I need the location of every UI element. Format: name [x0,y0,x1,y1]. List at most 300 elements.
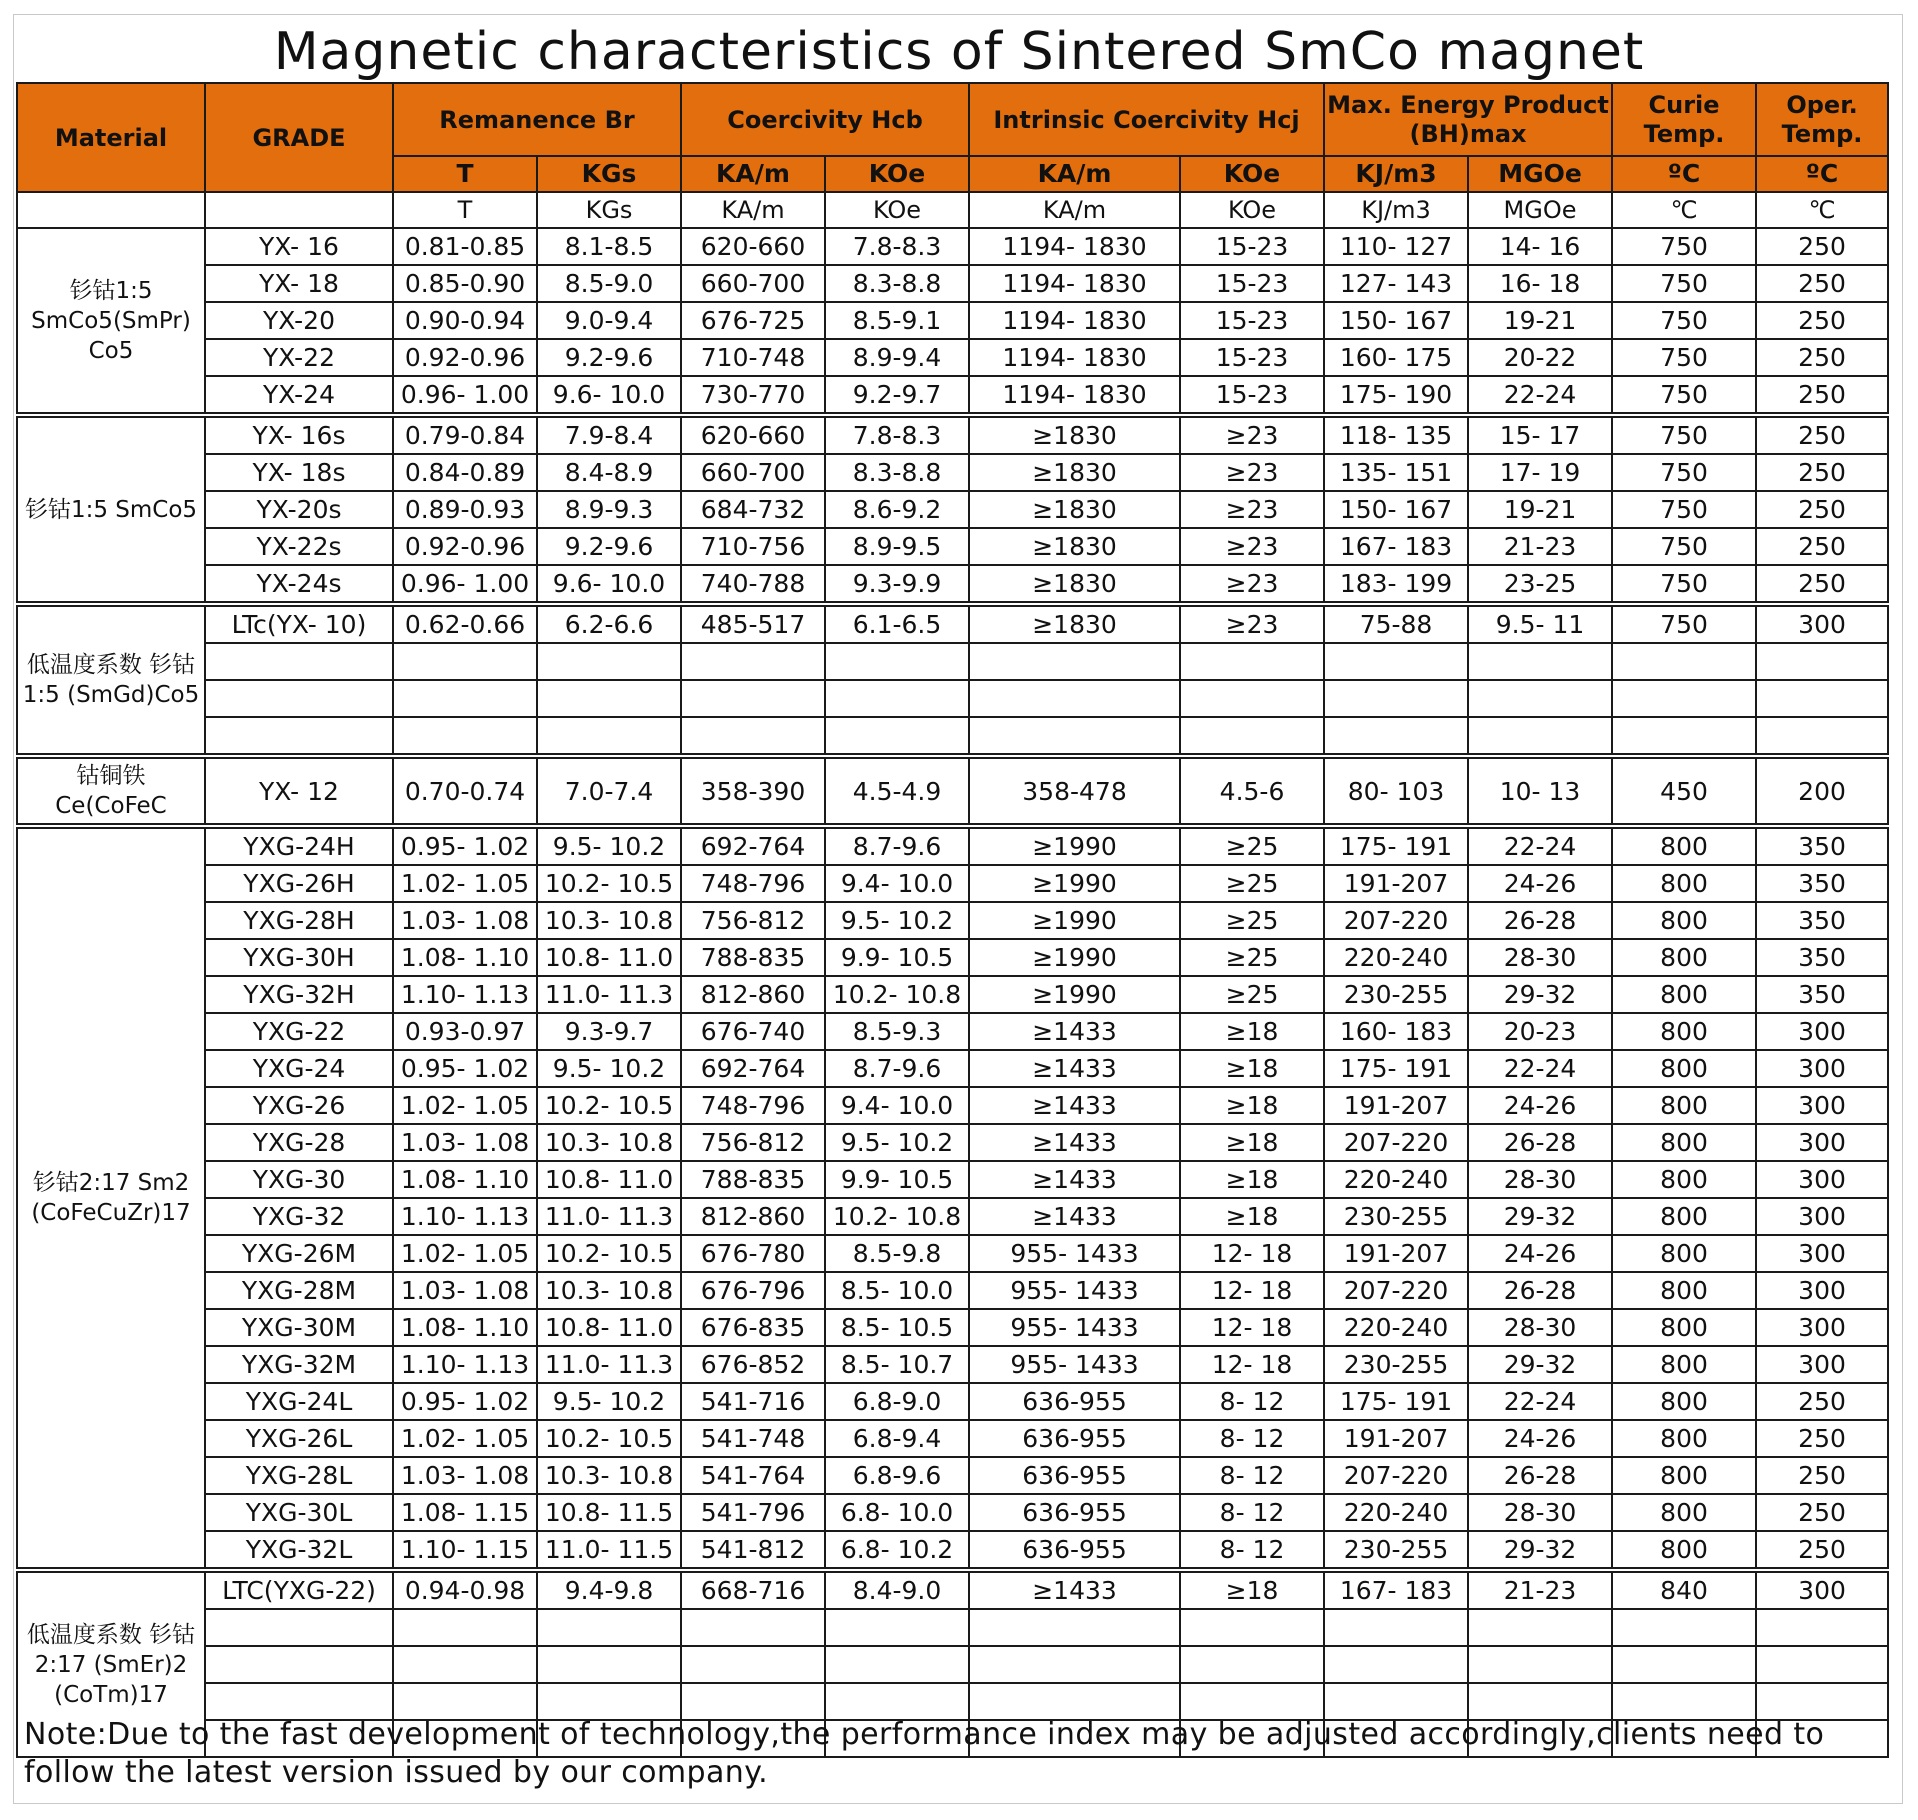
value-cell: 1.08- 1.10 [393,1309,537,1346]
table-row [17,680,1888,717]
value-cell [1756,643,1888,680]
material-cell: 钴铜铁 Ce(CoFeC [17,756,205,826]
value-cell: 8- 12 [1180,1494,1324,1531]
value-cell: 800 [1612,1124,1756,1161]
value-cell: 220-240 [1324,1309,1468,1346]
value-cell [681,680,825,717]
value-cell: 0.92-0.96 [393,528,537,565]
table-row [17,376,1888,415]
table-row [17,528,1888,565]
grade-cell: YXG-28M [205,1272,393,1309]
value-cell: 8- 12 [1180,1457,1324,1494]
grade-cell: YXG-24 [205,1050,393,1087]
value-cell: 1.10- 1.13 [393,976,537,1013]
value-cell: 6.1-6.5 [825,604,969,643]
header-unit: KGs [537,156,681,192]
value-cell: 7.9-8.4 [537,415,681,454]
value-cell: 10.2- 10.5 [537,865,681,902]
value-cell: 300 [1756,1087,1888,1124]
unit-cell: KA/m [969,192,1180,228]
value-cell: 250 [1756,1420,1888,1457]
value-cell: 1.08- 1.10 [393,1161,537,1198]
table-row [17,454,1888,491]
value-cell: 24-26 [1468,1087,1612,1124]
value-cell [969,1646,1180,1683]
grade-cell: LTC(YXG-22) [205,1570,393,1609]
value-cell [681,1609,825,1646]
value-cell: 1194- 1830 [969,376,1180,415]
grade-cell: YXG-26M [205,1235,393,1272]
value-cell [1324,1609,1468,1646]
value-cell: 12- 18 [1180,1309,1324,1346]
value-cell: 10.2- 10.5 [537,1420,681,1457]
value-cell: 750 [1612,302,1756,339]
value-cell: 750 [1612,491,1756,528]
value-cell: 300 [1756,1570,1888,1609]
value-cell: 175- 191 [1324,1383,1468,1420]
value-cell: 620-660 [681,415,825,454]
value-cell: 676-852 [681,1346,825,1383]
value-cell: 350 [1756,865,1888,902]
value-cell: 9.2-9.7 [825,376,969,415]
value-cell: 8.1-8.5 [537,228,681,265]
value-cell [393,1609,537,1646]
value-cell [1324,643,1468,680]
value-cell: ≥23 [1180,565,1324,604]
value-cell: 800 [1612,902,1756,939]
value-cell: 748-796 [681,1087,825,1124]
value-cell: 9.6- 10.0 [537,376,681,415]
value-cell: 250 [1756,415,1888,454]
value-cell: 1.02- 1.05 [393,1087,537,1124]
value-cell [1612,717,1756,756]
value-cell: 800 [1612,1198,1756,1235]
value-cell: 207-220 [1324,1457,1468,1494]
value-cell: 350 [1756,976,1888,1013]
value-cell: 800 [1612,976,1756,1013]
header-material: Material [17,83,205,192]
value-cell: 0.93-0.97 [393,1013,537,1050]
value-cell: 230-255 [1324,976,1468,1013]
table-row [17,1346,1888,1383]
value-cell [1612,1646,1756,1683]
table-row [17,565,1888,604]
value-cell: 29-32 [1468,1346,1612,1383]
table-row [17,265,1888,302]
value-cell: 1.03- 1.08 [393,1457,537,1494]
value-cell: 8.5-9.1 [825,302,969,339]
value-cell [681,717,825,756]
value-cell: 0.62-0.66 [393,604,537,643]
value-cell [1180,1683,1324,1720]
value-cell: 26-28 [1468,1272,1612,1309]
value-cell: 175- 191 [1324,1050,1468,1087]
value-cell: 750 [1612,228,1756,265]
value-cell: 10.2- 10.8 [825,976,969,1013]
value-cell: 11.0- 11.5 [537,1531,681,1570]
value-cell: 8.9-9.5 [825,528,969,565]
value-cell: 300 [1756,1346,1888,1383]
value-cell: 167- 183 [1324,528,1468,565]
value-cell: ≥18 [1180,1161,1324,1198]
value-cell: 750 [1612,565,1756,604]
table-row [17,1198,1888,1235]
value-cell: 11.0- 11.3 [537,1346,681,1383]
value-cell: 6.8- 10.2 [825,1531,969,1570]
value-cell: 541-812 [681,1531,825,1570]
value-cell: 756-812 [681,902,825,939]
value-cell: 1.03- 1.08 [393,902,537,939]
header-grade: GRADE [205,83,393,192]
value-cell: 1.10- 1.15 [393,1531,537,1570]
value-cell: 788-835 [681,939,825,976]
value-cell: 8- 12 [1180,1531,1324,1570]
value-cell: 1.02- 1.05 [393,865,537,902]
value-cell: 800 [1612,1420,1756,1457]
value-cell: 788-835 [681,1161,825,1198]
grade-cell: YXG-24L [205,1383,393,1420]
value-cell: 7.8-8.3 [825,228,969,265]
value-cell: 750 [1612,339,1756,376]
value-cell [681,1646,825,1683]
table-row [17,1050,1888,1087]
grade-cell: YX- 18s [205,454,393,491]
table-row [17,1420,1888,1457]
value-cell: 9.4- 10.0 [825,865,969,902]
grade-cell: YX-22 [205,339,393,376]
value-cell: 127- 143 [1324,265,1468,302]
header-unit: KOe [825,156,969,192]
table-row [17,604,1888,643]
value-cell: ≥25 [1180,939,1324,976]
value-cell: ≥1433 [969,1570,1180,1609]
value-cell: 955- 1433 [969,1346,1180,1383]
grade-cell: YXG-32 [205,1198,393,1235]
value-cell [537,643,681,680]
value-cell: 636-955 [969,1383,1180,1420]
table-row [17,228,1888,265]
table-row [17,1087,1888,1124]
unit-cell: T [393,192,537,228]
table-row [17,643,1888,680]
value-cell: 250 [1756,1383,1888,1420]
value-cell: 230-255 [1324,1346,1468,1383]
table-row [17,865,1888,902]
value-cell [825,680,969,717]
value-cell: 541-764 [681,1457,825,1494]
value-cell: 175- 190 [1324,376,1468,415]
value-cell: 9.3-9.7 [537,1013,681,1050]
grade-cell: YXG-32M [205,1346,393,1383]
value-cell: 9.6- 10.0 [537,565,681,604]
value-cell: 800 [1612,1087,1756,1124]
value-cell: ≥1433 [969,1050,1180,1087]
value-cell: 22-24 [1468,376,1612,415]
grade-cell: LTc(YX- 10) [205,604,393,643]
value-cell: 485-517 [681,604,825,643]
value-cell: 620-660 [681,228,825,265]
value-cell: ≥23 [1180,491,1324,528]
value-cell: 29-32 [1468,1531,1612,1570]
value-cell: 300 [1756,1309,1888,1346]
table-row [17,1124,1888,1161]
value-cell: 21-23 [1468,528,1612,565]
value-cell: ≥18 [1180,1198,1324,1235]
value-cell: 9.3-9.9 [825,565,969,604]
value-cell [393,717,537,756]
table-row [17,491,1888,528]
value-cell: 748-796 [681,865,825,902]
value-cell: 668-716 [681,1570,825,1609]
value-cell: 12- 18 [1180,1272,1324,1309]
units-grade-cell [205,192,393,228]
value-cell: 80- 103 [1324,756,1468,826]
value-cell: 300 [1756,1235,1888,1272]
grade-cell: YX-20s [205,491,393,528]
value-cell: 800 [1612,1235,1756,1272]
value-cell: 10.2- 10.5 [537,1235,681,1272]
value-cell: 350 [1756,826,1888,865]
value-cell: 1194- 1830 [969,302,1180,339]
value-cell: 800 [1612,826,1756,865]
header-curie-temp: Curie Temp. [1612,83,1756,156]
value-cell: 0.92-0.96 [393,339,537,376]
table-row [17,1383,1888,1420]
material-cell: 低温度系数 钐钴1:5 (SmGd)Co5 [17,604,205,756]
value-cell [393,1683,537,1720]
value-cell: 8.5- 10.5 [825,1309,969,1346]
value-cell [1756,1683,1888,1720]
value-cell [1324,680,1468,717]
value-cell: 9.5- 10.2 [825,1124,969,1161]
header-oper-temp: Oper. Temp. [1756,83,1888,156]
table-row [17,1161,1888,1198]
value-cell: 800 [1612,1013,1756,1050]
value-cell: ≥1433 [969,1161,1180,1198]
value-cell: 15-23 [1180,265,1324,302]
value-cell: 676-796 [681,1272,825,1309]
grade-cell: YXG-28H [205,902,393,939]
table-row [17,902,1888,939]
value-cell: 8.6-9.2 [825,491,969,528]
value-cell: 1.08- 1.10 [393,939,537,976]
value-cell: 250 [1756,339,1888,376]
value-cell: 24-26 [1468,1235,1612,1272]
value-cell: 8.9-9.4 [825,339,969,376]
grade-cell: YX-24 [205,376,393,415]
material-cell: 钐钴2:17 Sm2 (CoFeCuZr)17 [17,826,205,1570]
value-cell [1468,680,1612,717]
value-cell: ≥18 [1180,1087,1324,1124]
value-cell: 10.3- 10.8 [537,902,681,939]
value-cell: 450 [1612,756,1756,826]
unit-cell: KOe [1180,192,1324,228]
header-unit: ºC [1756,156,1888,192]
value-cell: 6.8-9.6 [825,1457,969,1494]
unit-cell: ℃ [1612,192,1756,228]
value-cell: ≥1990 [969,976,1180,1013]
value-cell: 250 [1756,228,1888,265]
value-cell: 26-28 [1468,902,1612,939]
value-cell: 636-955 [969,1457,1180,1494]
table-row [17,756,1888,826]
value-cell: 10.2- 10.8 [825,1198,969,1235]
value-cell: 9.9- 10.5 [825,939,969,976]
value-cell: 1194- 1830 [969,265,1180,302]
value-cell [537,1646,681,1683]
value-cell: ≥1990 [969,902,1180,939]
table-row [17,1683,1888,1720]
value-cell: 16- 18 [1468,265,1612,302]
grade-cell [205,717,393,756]
value-cell: 750 [1612,265,1756,302]
value-cell: 9.9- 10.5 [825,1161,969,1198]
value-cell: ≥1830 [969,565,1180,604]
grade-cell: YX- 16s [205,415,393,454]
value-cell: 800 [1612,1531,1756,1570]
value-cell: 800 [1612,1346,1756,1383]
grade-cell: YX- 18 [205,265,393,302]
value-cell: 541-748 [681,1420,825,1457]
value-cell: 8.4-8.9 [537,454,681,491]
value-cell: ≥1990 [969,826,1180,865]
value-cell: 4.5-4.9 [825,756,969,826]
value-cell: 8- 12 [1180,1420,1324,1457]
value-cell: 10.8- 11.0 [537,1309,681,1346]
value-cell [969,717,1180,756]
value-cell [1180,1609,1324,1646]
table-row [17,1457,1888,1494]
value-cell: 730-770 [681,376,825,415]
grade-cell: YXG-28L [205,1457,393,1494]
value-cell: 812-860 [681,976,825,1013]
value-cell: ≥1433 [969,1087,1180,1124]
grade-cell: YX- 16 [205,228,393,265]
value-cell: 118- 135 [1324,415,1468,454]
value-cell: ≥25 [1180,826,1324,865]
value-cell: 300 [1756,604,1888,643]
value-cell: 8.5-9.3 [825,1013,969,1050]
value-cell: 8.3-8.8 [825,454,969,491]
value-cell: 1.10- 1.13 [393,1198,537,1235]
value-cell: 350 [1756,902,1888,939]
value-cell [1324,1646,1468,1683]
grade-cell: YXG-30L [205,1494,393,1531]
table-row [17,717,1888,756]
value-cell [1468,1683,1612,1720]
value-cell: ≥1830 [969,604,1180,643]
value-cell: 10- 13 [1468,756,1612,826]
value-cell: 10.3- 10.8 [537,1272,681,1309]
value-cell: 0.89-0.93 [393,491,537,528]
unit-cell: KGs [537,192,681,228]
value-cell: 1.08- 1.15 [393,1494,537,1531]
value-cell: 191-207 [1324,865,1468,902]
table-row [17,1609,1888,1646]
value-cell [393,1646,537,1683]
value-cell [537,1609,681,1646]
value-cell [1180,1646,1324,1683]
value-cell: 0.85-0.90 [393,265,537,302]
grade-cell [205,1646,393,1683]
units-material-cell [17,192,205,228]
value-cell [1468,1609,1612,1646]
value-cell: ≥1433 [969,1013,1180,1050]
value-cell [1468,717,1612,756]
value-cell: 0.84-0.89 [393,454,537,491]
value-cell: 10.8- 11.0 [537,939,681,976]
value-cell: 300 [1756,1161,1888,1198]
value-cell [681,643,825,680]
value-cell: 660-700 [681,454,825,491]
value-cell: ≥18 [1180,1013,1324,1050]
value-cell: 6.8-9.0 [825,1383,969,1420]
value-cell: ≥1830 [969,415,1180,454]
value-cell: 22-24 [1468,826,1612,865]
value-cell: 9.2-9.6 [537,339,681,376]
value-cell: 800 [1612,1383,1756,1420]
header-unit: KOe [1180,156,1324,192]
value-cell: 636-955 [969,1531,1180,1570]
value-cell: 750 [1612,376,1756,415]
value-cell: 150- 167 [1324,491,1468,528]
value-cell: 135- 151 [1324,454,1468,491]
value-cell [393,680,537,717]
table-row [17,1309,1888,1346]
value-cell: 9.4- 10.0 [825,1087,969,1124]
value-cell: 0.96- 1.00 [393,376,537,415]
header-max-energy-product: Max. Energy Product (BH)max [1324,83,1612,156]
value-cell: 8.9-9.3 [537,491,681,528]
value-cell: 8.3-8.8 [825,265,969,302]
value-cell: 8.7-9.6 [825,1050,969,1087]
material-cell: 钐钴1:5 SmCo5 [17,415,205,604]
header-unit: KA/m [969,156,1180,192]
header-coercivity: Coercivity Hcb [681,83,969,156]
value-cell: 800 [1612,1457,1756,1494]
value-cell [1180,680,1324,717]
value-cell: 250 [1756,454,1888,491]
value-cell: 358-390 [681,756,825,826]
value-cell: 15- 17 [1468,415,1612,454]
value-cell: ≥23 [1180,415,1324,454]
value-cell: 10.3- 10.8 [537,1457,681,1494]
value-cell: 22-24 [1468,1050,1612,1087]
grade-cell: YXG-32H [205,976,393,1013]
grade-cell: YX-20 [205,302,393,339]
value-cell: 9.5- 10.2 [537,826,681,865]
grade-cell [205,1609,393,1646]
header-unit: KA/m [681,156,825,192]
value-cell: 220-240 [1324,1494,1468,1531]
header-remanence: Remanence Br [393,83,681,156]
value-cell [393,643,537,680]
table-row [17,1494,1888,1531]
value-cell: 175- 191 [1324,826,1468,865]
value-cell: 20-22 [1468,339,1612,376]
value-cell: 26-28 [1468,1457,1612,1494]
value-cell: ≥1990 [969,865,1180,902]
value-cell: 800 [1612,865,1756,902]
value-cell: 150- 167 [1324,302,1468,339]
value-cell [1612,1609,1756,1646]
value-cell: 8.5-9.0 [537,265,681,302]
value-cell: 955- 1433 [969,1235,1180,1272]
header-intrinsic-coercivity: Intrinsic Coercivity Hcj [969,83,1324,156]
value-cell: ≥23 [1180,604,1324,643]
value-cell: 29-32 [1468,1198,1612,1235]
value-cell: 676-780 [681,1235,825,1272]
